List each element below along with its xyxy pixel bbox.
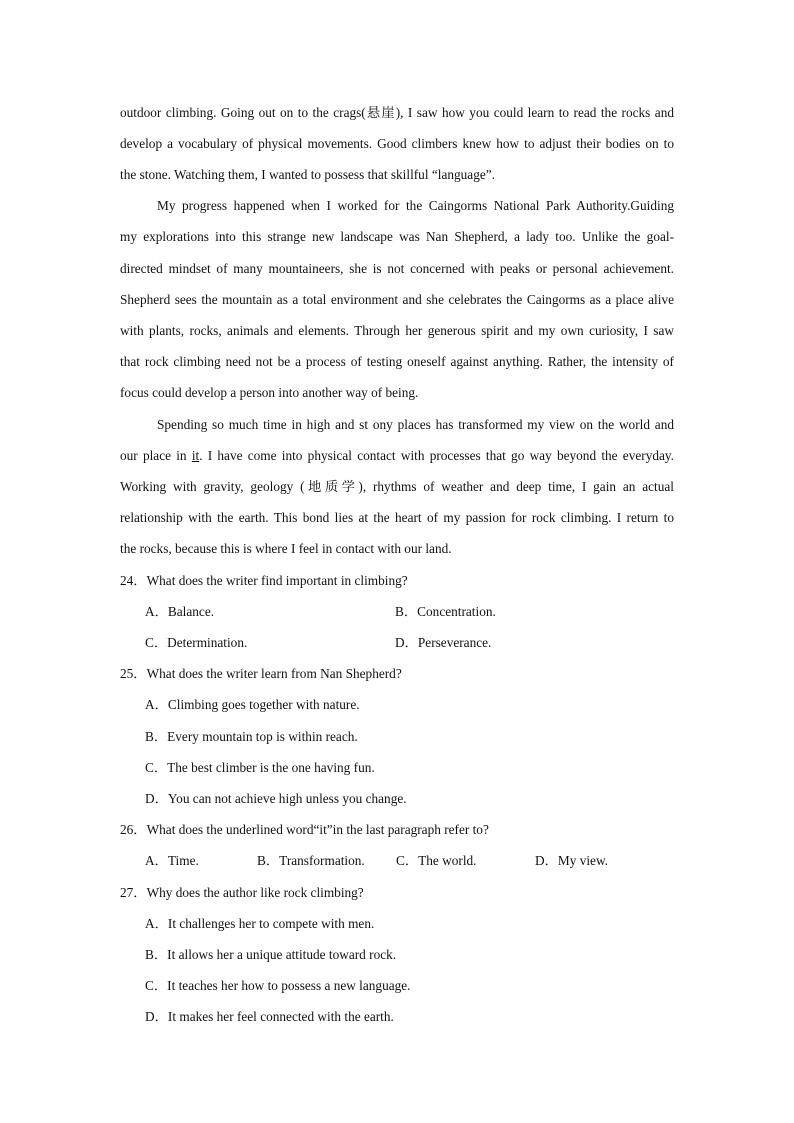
passage-line: My progress happened when I worked for the Caingorms National Park Authority.Guiding — [157, 198, 674, 213]
question-stem: 24．What does the writer find important in climbing? — [120, 573, 408, 588]
answer-option: D．You can not achieve high unless you change. — [145, 791, 407, 806]
answer-option: A．Climbing goes together with nature. — [145, 697, 360, 712]
underlined-word: it — [191, 448, 200, 463]
answer-option: B．It allows her a unique attitude toward rock. — [145, 947, 397, 962]
answer-option: C．It teaches her how to possess a new language. — [145, 978, 411, 993]
passage-line: outdoor climbing. Going out on to the crags(悬崖), I saw how you could learn to read the rocks and — [120, 105, 674, 120]
answer-option: A．It challenges her to compete with men. — [145, 916, 375, 931]
question-stem: 25．What does the writer learn from Nan Shepherd? — [120, 666, 402, 681]
passage-line: with plants, rocks, animals and elements. Through her generous spirit and my own curiosity, I saw — [120, 323, 674, 338]
passage-line: Spending so much time in high and st ony places has transformed my view on the world and — [157, 417, 674, 432]
passage-text: our place in — [120, 448, 192, 463]
passage-line — [120, 447, 674, 465]
passage-line: Shepherd sees the mountain as a total environment and she celebrates the Caingorms as a place alive — [120, 292, 674, 307]
answer-option: C．The world. — [396, 853, 477, 868]
passage-line: the stone. Watching them, I wanted to possess that skillful “language”. — [120, 167, 495, 182]
passage-line: the rocks, because this is where I feel in contact with our land. — [120, 541, 452, 556]
answer-option: D．It makes her feel connected with the earth. — [145, 1009, 394, 1024]
passage-line: my explorations into this strange new landscape was Nan Shepherd, a lady too. Unlike the goal- — [120, 229, 674, 244]
passage-text: . I have come into physical contact with processes that go way beyond the everyday. — [199, 448, 674, 463]
answer-option: D．Perseverance. — [395, 635, 492, 650]
answer-option: D．My view. — [535, 853, 609, 868]
passage-line: directed mindset of many mountaineers, she is not concerned with peaks or personal achievement. — [120, 261, 674, 276]
answer-option: B．Transformation. — [257, 853, 365, 868]
passage-line: Working with gravity, geology (地质学), rhythms of weather and deep time, I gain an actual — [120, 479, 674, 494]
answer-option: A．Time. — [145, 853, 199, 868]
answer-option: B．Concentration. — [395, 604, 496, 619]
passage-line: that rock climbing need not be a process of testing oneself against anything. Rather, the intensity of — [120, 354, 674, 369]
passage-line: develop a vocabulary of physical movements. Good climbers knew how to adjust their bodies on to — [120, 136, 674, 151]
question-stem: 26．What does the underlined word“it”in the last paragraph refer to? — [120, 822, 489, 837]
answer-option: C．Determination. — [145, 635, 248, 650]
answer-option: B．Every mountain top is within reach. — [145, 729, 358, 744]
answer-option: C．The best climber is the one having fun. — [145, 760, 375, 775]
question-stem: 27．Why does the author like rock climbing? — [120, 885, 364, 900]
passage-line: relationship with the earth. This bond lies at the heart of my passion for rock climbing. I return to — [120, 510, 674, 525]
answer-option: A．Balance. — [145, 604, 215, 619]
passage-line: focus could develop a person into another way of being. — [120, 385, 419, 400]
